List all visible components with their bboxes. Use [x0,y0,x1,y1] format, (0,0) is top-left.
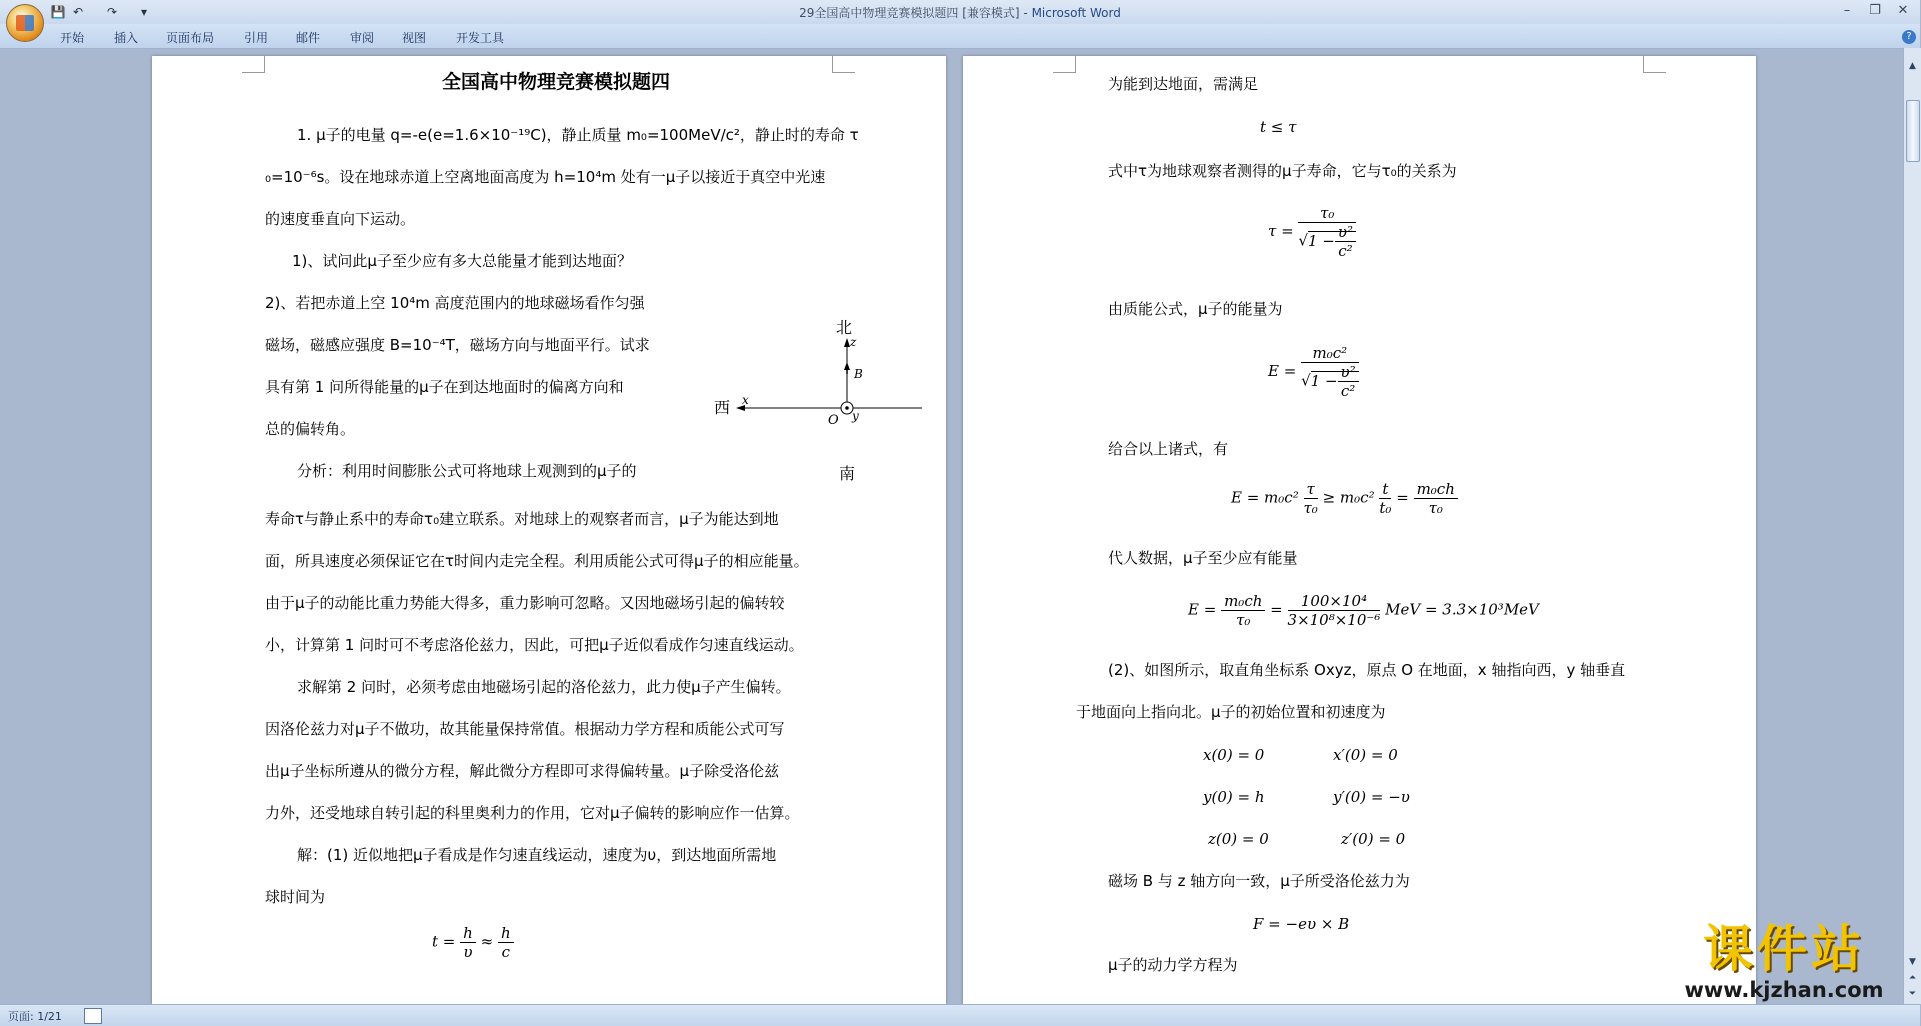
numerator: m₀ch [1414,480,1458,499]
coordinate-diagram [672,256,902,483]
fraction [1304,480,1318,517]
paragraph-line: 1. μ子的电量 q=-e(e=1.6×10⁻¹⁹C)，静止质量 m₀=100MeV/c²，静止时的寿命 τ [297,126,859,144]
paragraph-line: 为能到达地面，需满足 [1108,75,1259,93]
status-bar [0,1004,1920,1026]
crop-mark [1053,56,1076,73]
denominator: √1 − $\frac{\text{υ²}}{\text{c²}}$ [1298,223,1356,260]
formula-part: = [1396,488,1409,507]
fraction [1221,592,1265,629]
y-label: y [852,409,859,423]
numerator: h [498,924,514,943]
ribbon-tabs [0,24,1920,49]
prev-page-icon[interactable]: ⏶ [1908,973,1917,983]
paragraph-line: 分析：利用时间膨胀公式可将地球上观测到的μ子的 [297,462,637,480]
denominator: √1 − $\frac{\text{υ²}}{\text{c²}}$ [1301,363,1359,400]
redo-icon[interactable]: ↷ [106,5,118,19]
west-label: 西 [714,398,731,417]
paragraph-line: 于地面向上指向北。μ子的初始位置和初速度为 [1076,703,1386,721]
denominator: υ [463,943,473,961]
denominator: c² [1340,382,1356,400]
radicand-text: 1 − [1310,371,1338,390]
crop-mark [1643,56,1666,73]
paragraph-line: 因洛伦兹力对μ子不做功，故其能量保持常值。根据动力学方程和质能公式可写 [265,720,785,738]
initial-condition: x′(0) = 0 [1333,746,1398,764]
formula-part: E = [1188,600,1217,619]
y-axis-dot [845,406,849,410]
page-title: 全国高中物理竞赛模拟题四 [442,71,671,93]
proofing-icon[interactable] [84,1008,102,1024]
denominator: t₀ [1379,499,1392,517]
fraction [460,924,476,961]
title-separator: - [1019,6,1032,20]
paragraph-line: 代人数据，μ子至少应有能量 [1108,549,1298,567]
fraction [1301,344,1359,400]
formula-energy [1268,344,1359,400]
site-watermark [1664,920,1904,1004]
office-button[interactable] [6,4,44,42]
formula-time [432,924,514,961]
app-name: Microsoft Word [1031,6,1121,20]
initial-condition: z′(0) = 0 [1341,830,1406,848]
restore-icon[interactable]: ❐ [1869,3,1881,18]
window-title [0,4,1920,21]
document-page-2[interactable] [963,56,1756,1004]
fraction [1288,592,1381,629]
formula-combined [1231,480,1458,517]
paragraph-line: 小，计算第 1 问时可不考虑洛伦兹力，因此，可把μ子近似看成作匀速直线运动。 [265,636,804,654]
paragraph-line: μ子的动力学方程为 [1108,956,1238,974]
denominator: c [501,943,510,961]
formula-tau [1268,204,1356,260]
formula-part: ≥ m₀c² [1322,488,1375,507]
radicand [1310,363,1359,400]
numerator: h [460,924,476,943]
paragraph-line: 给合以上诸式，有 [1108,440,1229,458]
paragraph-line: 具有第 1 问所得能量的μ子在到达地面时的偏离方向和 [265,378,624,396]
paragraph-line: 的速度垂直向下运动。 [265,210,416,228]
tab-review[interactable]: 审阅 [350,31,375,45]
fraction [1379,480,1391,517]
paragraph-line: 寿命τ与静止系中的寿命τ₀建立联系。对地球上的观察者而言，μ子为能达到地 [265,510,779,528]
tab-insert[interactable]: 插入 [114,31,139,45]
paragraph-line: (2)、如图所示，取直角坐标系 Oxyz，原点 O 在地面，x 轴指向西，y 轴垂直 [1108,661,1626,679]
save-icon[interactable]: 💾 [50,5,66,19]
tab-mailings[interactable]: 邮件 [296,31,321,45]
denominator: τ₀ [1236,611,1251,629]
numerator: m₀c² [1301,344,1359,363]
formula-condition: t ≤ τ [1260,118,1297,136]
paragraph-line: 由质能公式，μ子的能量为 [1108,300,1283,318]
paragraph-line: 1)、试问此μ子至少应有多大总能量才能到达地面？ [292,252,632,270]
paragraph-line: 2)、若把赤道上空 10⁴m 高度范围内的地球磁场看作匀强 [265,294,645,312]
numerator: υ² [1338,363,1359,382]
paragraph-line: 解：(1) 近似地把μ子看成是作匀速直线运动，速度为υ，到达地面所需地 [297,846,777,864]
initial-condition: z(0) = 0 [1208,830,1269,848]
fraction [1335,223,1356,260]
formula-force: F = −eυ × B [1253,915,1350,933]
formula-numeric [1188,592,1539,629]
formula-part: = [1270,600,1283,619]
paragraph-line: 球时间为 [265,888,326,906]
crop-mark [832,56,855,73]
page-indicator[interactable]: 页面: 1/21 [8,1010,62,1023]
numerator: t [1379,480,1391,499]
tab-view[interactable]: 视图 [402,31,427,45]
watermark-logo-text: 课件站 [1703,920,1865,978]
numerator: m₀ch [1221,592,1265,611]
numerator: τ₀ [1298,204,1356,223]
paragraph-line: 总的偏转角。 [265,420,356,438]
tab-page-layout[interactable]: 页面布局 [166,31,215,45]
formula-lhs: E = [1268,362,1297,380]
paragraph-line: 求解第 2 问时，必须考虑由地磁场引起的洛伦兹力，此力使μ子产生偏转。 [297,678,791,696]
title-bar [0,0,1920,24]
document-page-1[interactable] [152,56,946,1004]
doc-title: 29全国高中物理竞赛模拟题四 [兼容模式] [799,6,1020,20]
paragraph-line: 磁场 B 与 z 轴方向一致，μ子所受洛伦兹力为 [1108,872,1410,890]
scroll-down-icon[interactable]: ▼ [1909,957,1916,967]
help-icon[interactable]: ? [1902,30,1916,44]
formula-part: MeV = 3.3×10³MeV [1385,600,1539,619]
paragraph-line: 由于μ子的动能比重力势能大得多，重力影响可忽略。又因地磁场引起的偏转较 [265,594,785,612]
radicand [1307,223,1356,260]
north-label: 北 [836,318,853,337]
origin-label: O [828,413,839,428]
denominator: c² [1338,242,1353,260]
fraction [498,924,514,961]
undo-icon[interactable]: ↶ [72,5,84,19]
south-label: 南 [839,464,856,483]
initial-condition: y′(0) = −υ [1333,788,1410,806]
paragraph-line: 出μ子坐标所遵从的微分方程，解此微分方程即可求得偏转量。μ子除受洛伦兹 [265,762,780,780]
scroll-thumb[interactable] [1906,100,1920,162]
b-arrowhead [844,362,850,370]
approx-sign: ≈ [480,932,494,951]
initial-condition: y(0) = h [1203,788,1265,806]
denominator: 3×10⁸×10⁻⁶ [1287,611,1381,629]
numerator: 100×10⁴ [1288,592,1381,611]
tab-home[interactable]: 开始 [60,31,85,45]
close-icon[interactable]: ✕ [1897,3,1909,18]
paragraph-line: 式中τ为地球观察者测得的μ子寿命，它与τ₀的关系为 [1108,162,1457,180]
next-page-icon[interactable]: ⏷ [1908,989,1917,999]
paragraph-line: 力外，还受地球自转引起的科里奥利力的作用，它对μ子偏转的影响应作一估算。 [265,804,800,822]
formula-part: E = m₀c² [1231,488,1299,507]
denominator: τ₀ [1428,499,1443,517]
paragraph-line: ₀=10⁻⁶s。设在地球赤道上空离地面高度为 h=10⁴m 处有一μ子以接近于真空中光速 [265,168,826,186]
fraction [1414,480,1458,517]
z-label: z [850,335,857,349]
tab-references[interactable]: 引用 [244,31,269,45]
fraction [1298,204,1356,260]
watermark-url: www.kjzhan.com [1684,978,1884,1002]
paragraph-line: 磁场，磁感应强度 B=10⁻⁴T，磁场方向与地面平行。试求 [265,336,650,354]
numerator: υ² [1335,223,1356,242]
tab-developer[interactable]: 开发工具 [456,31,505,45]
scroll-up-icon[interactable]: ▲ [1909,61,1916,71]
crop-mark [242,56,265,73]
initial-condition: x(0) = 0 [1203,746,1265,764]
formula-lhs: τ = [1268,222,1294,240]
radicand-text: 1 − [1307,231,1335,250]
numerator: τ [1304,480,1318,499]
x-label: x [742,393,749,407]
vertical-scrollbar[interactable] [1903,48,1921,1004]
fraction [1338,363,1359,400]
formula-lhs: t = [432,932,456,951]
paragraph-line: 面，所具速度必须保证它在τ时间内走完全程。利用质能公式可得μ子的相应能量。 [265,552,809,570]
denominator: τ₀ [1303,499,1318,517]
customize-qat-icon[interactable]: ▾ [140,5,148,19]
minimize-icon[interactable]: – [1843,3,1851,18]
b-label: B [854,367,863,381]
